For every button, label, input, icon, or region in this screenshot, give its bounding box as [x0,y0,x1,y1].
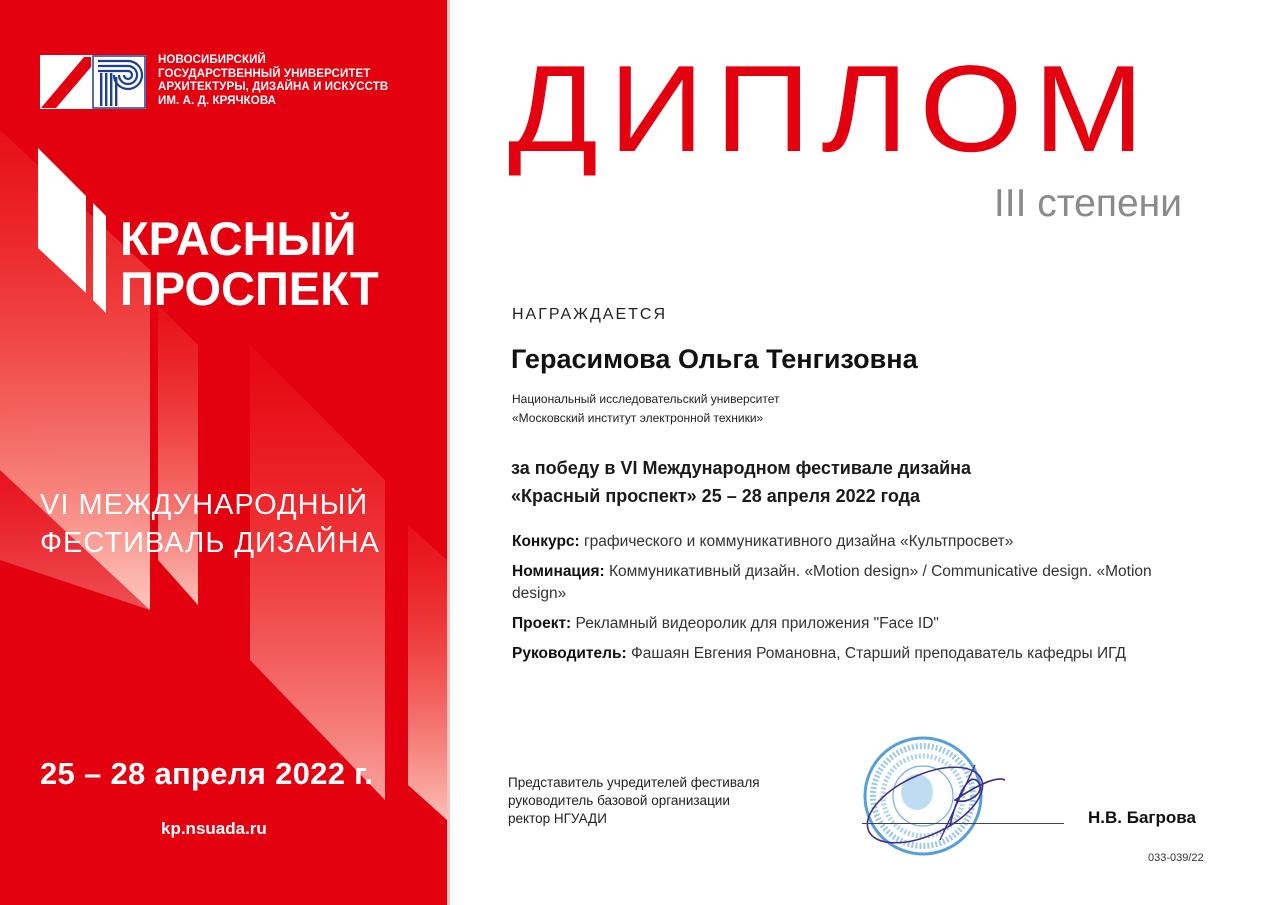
awarded-label: НАГРАЖДАЕТСЯ [512,306,667,323]
festival-brand-name [120,214,379,314]
representative-title [508,774,760,828]
brand-line: ПРОСПЕКТ [120,262,379,315]
recipient-name: Герасимова Ольга Тенгизовна [511,344,918,374]
university-logo [40,55,388,109]
detail-label: Проект: [512,615,572,632]
university-line: Национальный исследовательский университет [512,392,780,406]
university-line: НОВОСИБИРСКИЙ [158,54,266,66]
detail-contest [512,531,1162,553]
detail-value: Рекламный видеоролик для приложения "Face ID" [575,615,939,632]
brand-bars-icon [38,148,108,318]
award-reason [511,454,971,510]
representative-line: руководитель базовой организации [508,793,730,808]
university-line: «Московский институт электронной техники» [512,411,764,425]
signer-name: Н.В. Багрова [1088,808,1196,827]
university-line: АРХИТЕКТУРЫ, ДИЗАЙНА И ИСКУССТВ [158,81,389,93]
representative-line: Представитель учредителей фестиваля [508,775,760,790]
award-details [512,531,1162,673]
festival-line: ФЕСТИВАЛЬ ДИЗАЙНА [40,527,380,559]
university-line: ГОСУДАРСТВЕННЫЙ УНИВЕРСИТЕТ [158,67,371,80]
detail-value: Фашаян Евгения Романовна, Старший преподаватель кафедры ИГД [631,645,1126,662]
festival-line: VI МЕЖДУНАРОДНЫЙ [40,489,369,521]
award-reason-line: за победу в VI Международном фестивале дизайна [511,458,972,478]
detail-supervisor [512,643,1132,665]
recipient-university [512,390,780,428]
festival-website: kp.nsuada.ru [161,819,267,838]
detail-label: Конкурс: [512,533,580,550]
detail-value: графического и коммуникативного дизайна «Культпросвет» [584,533,1014,550]
detail-nomination [512,561,1162,605]
university-name [158,54,388,108]
award-reason-line: «Красный проспект» 25 – 28 апреля 2022 года [511,486,921,506]
festival-branding-panel [0,0,447,905]
festival-dates: 25 – 28 апреля 2022 г. [40,756,374,791]
university-line: ИМ. А. Д. КРЯЧКОВА [158,94,277,107]
diploma-degree: III степени [993,182,1182,225]
festival-title [40,486,380,562]
detail-label: Руководитель: [512,645,627,662]
representative-line: ректор НГУАДИ [508,811,607,826]
detail-value: Коммуникативный дизайн. «Motion design» / Communicative design. «Motion design» [512,563,1152,602]
brand-line: КРАСНЫЙ [120,212,357,265]
signature-line [862,823,1064,824]
university-logo-icon [40,55,146,109]
detail-label: Номинация: [512,563,605,580]
document-number: 033-039/22 [1148,852,1204,864]
official-stamp-icon [855,730,1005,860]
diploma-title: ДИПЛОМ [508,41,1155,178]
panel-edge-divider [447,0,450,905]
detail-project [512,613,1162,635]
